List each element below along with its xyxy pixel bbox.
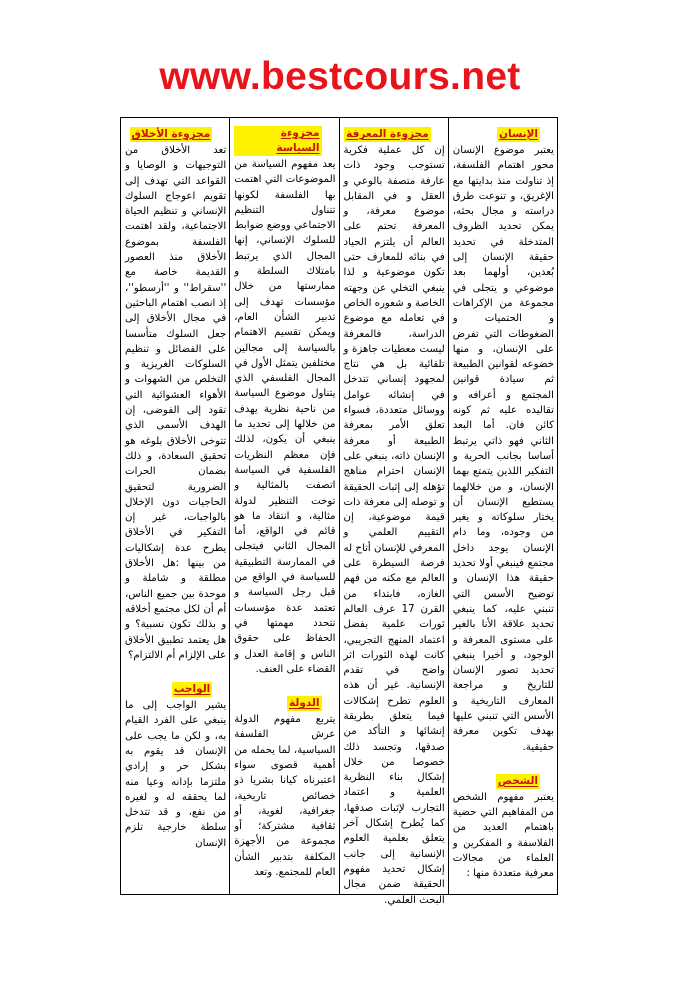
section-text: يعتبر مفهوم الشخص من المفاهيم التي حضية باهتمام العديد من الفلاسفة و المفكرين و العلماء من مجالات معرفية متعددة منها : (452, 791, 554, 880)
section-text: تعد الأخلاق من التوجيهات و الوصايا و القواعد التي تهدف إلى تقويم اعوجاج السلوك الإنساني و تنظيم الحياة الاجتماعية، ولقد اهتمت الفلسفة بموضوع الأخلاق منذ العصور القديمة خاصة مع ''سقراط'' و ''أرسطو''، إذ انصب اهتمام الباحثين في مجال الأخلاق إلى جعل السلوك متأسسا على الفضائل و تنظيم السلوكات الغريزية و التخلص من الشهوات و الأهواء العشوائية التي تقود إلى الفوضى، إن الهدف الأسمى الذي تتوخى الأخلاق بلوغه هو تحقيق السعادة، و ذلك بضمان الحرات الضرورية لتحقيق الحاجيات دون الإخلال بالواجبات، غير إن التفكير في الأخلاق يطرح عدة إشكاليات من بينها :هل الأخلاق مطلقة و شاملة و موحدة بين جميع الناس، أم أن لكل مجتمع أخلاقه و بذلك تكون نسبية؟ و هل يعتمد تطبيق الأخلاق على الإلزام أم الالتزام؟ (125, 145, 227, 661)
section-text: يعد مفهوم السياسة من الموضوعات التي اهتمت بها الفلسفة لكونها تتناول التنظيم الاجتماعي ووضع ضوابط للسلوك الإنساني، إنها المجال الذي يرتبط بامتلاك السلطة و ممارستها من خلال مؤسسات تهدف إلى تدبير الشأن العام، ويمكن تقسيم الاهتمام بالسياسة إلى مجالين مختلفين يتمثل الأول في المجال الفلسفي الذي يتناول موضوع السياسة من ناحية نظرية يهدف من خلالها إلى تحديد ما ينبغي أن يكون، لذلك فإن معظم النظريات الفلسفية في السياسة اتصفت بالمثالية و توخت التنظير لدولة مثالية، و انتقاد ما هو قائم في الواقع، أما المجال الثاني فيتجلى في الممارسة التطبيقية للسياسة في الواقع من قبل رجل السياسة و تعتمد عدة مؤسسات تتحدد مهمتها في الحفاظ على حقوق الناس و إقامة العدل و القضاء على العنف. (234, 159, 336, 675)
section-title: الدولة (289, 697, 320, 710)
section-knowledge (344, 122, 445, 908)
section-person (453, 769, 554, 882)
section-title: مجزوءة المعرفة (346, 128, 429, 140)
section-ethics (125, 122, 226, 663)
section-text: يشير الواجب إلى ما ينبغي على الفرد القيام به، و لكن ما يجب على الإنسان قد يقوم به بشكل حر و إرادي ملتزما بإدانه وعيا منه لما يحققه له و لغيره من نفع، و قد تتدخل سلطة خارجية تلزم الإنسان (125, 700, 227, 849)
section-title: الإنسان (499, 128, 538, 140)
section-text: يتربع مفهوم الدولة عرش الفلسفة السياسية، لما يحمله من أهمية قصوى سواء اعتبرناه كيانا بشريا ذو خصائص تاريخية، جغرافية، لغوية، أو ثقافية مشتركة؛ أو مجموعة من الأجهزة المكلفة بتدبير الشأن العام للمجتمع. وتعد (234, 714, 336, 879)
section-title: مجزوءة السياسة (234, 126, 321, 156)
section-text: يعتبر موضوع الإنسان محور اهتمام الفلسفة، إذ تناولت منذ بدايتها مع الإغريق، و تنوعت طرق دراسته و مجال بحثه، يمكن تحديد الظروف المتدخلة في تحديد حقيقة الإنسان إلى بُعدين، أولهما بعد موضوعي و يتجلى في مجموعة من الإكراهات و الحتميات و الضغوطات التي تفرض على الإنسان، و منها خضوعه لقوانين الطبيعة ثم سيادة قوانين المجتمع و أعرافه و تقاليده عليه ثم كونه كائن فان. أما البعد الثاني فهو ذاتي يرتبط أساسا بجانب الحرية و التفكير اللذين يتمتع بهما الإنسان، و من خلالهما يستطيع الإنسان أن يختار سلوكاته و يغير من وجوده، وما دام الإنسان يوجد داخل مجتمع فينبغي أولا تحديد حقيقة هذا الإنسان و توضيح الأسس التي تنبني عليه، كما ينبغي تحديد علاقة الأنا بالغير على مستوى المعرفة و الوجود، و أخيرا ينبغي تحديد تصور الإنسان للتاريخ و مراجعة المعارف التاريخية و الأسس التي تنبني عليها بهدف تكوين معرفة حقيقية. (452, 145, 554, 753)
section-human (453, 122, 554, 755)
section-politics (234, 122, 335, 677)
section-title: الواجب (173, 683, 211, 696)
section-title: الشخص (497, 774, 538, 787)
lessons-table (120, 117, 558, 906)
section-title: مجزوءة الأخلاق (131, 128, 211, 140)
column-knowledge (339, 118, 448, 906)
section-text: إن كل عملية فكرية تستوجب وجود ذات عارفة متصفة بالوعي و العقل و في المقابل موضوع معرفة، و المعرفة تحتم على العالم أن يلتزم الحياد في بنائه للمعارف حتى تكون موضوعية و لذا ينبغي التخلي عن وجهته الخاصة و شعوره الخاص في تعامله مع موضوع الدراسة، فالمعرفة ليست معطيات جاهزة و تلقائية بل هي نتاج لمجهود إنساني تتدخل في إنشائه عوامل ووسائل متعددة، فسواء تعلق الأمر بمعرفة الطبيعة أو معرفة الإنسان ذاته، ينبغي على الإنسان احترام مناهج تؤهله إلى إثبات الحقيقة و توصله إلى معرفة ذات قيمة موضوعية، إن التقييم العلمي و المعرفي للإنسان أتاح له فرصة السيطرة على العالم مع مكنه من فهم الغازه، فابتداء من القرن 17 عرف العالم ثورات علمية بفضل اعتماد المنهج التجريبي، كانت لهذه الثورات اثر واضح في تقدم الإنسانية. غير أن هذه العلوم تطرح إشكالات فيما يتعلق بطريقة إنشائها و التأكد من صدقها، وتجسد ذلك خصوصا من خلال إشكال بناء النظرية العلمية و اعتماد التجارب لإثبات صدقها، كما يُطرح إشكال آخر يتعلق بعلمية العلوم الإنسانية إلى جانب إشكال تحديد مفهوم الحقيقة ضمن مجال البحث العلمي. (343, 145, 445, 906)
section-state (234, 691, 335, 880)
site-url[interactable]: www.bestcours.net (159, 55, 521, 98)
column-ethics (121, 118, 229, 894)
column-politics (229, 118, 338, 894)
section-duty (125, 677, 226, 851)
column-human (448, 118, 557, 894)
page-header (0, 52, 680, 102)
